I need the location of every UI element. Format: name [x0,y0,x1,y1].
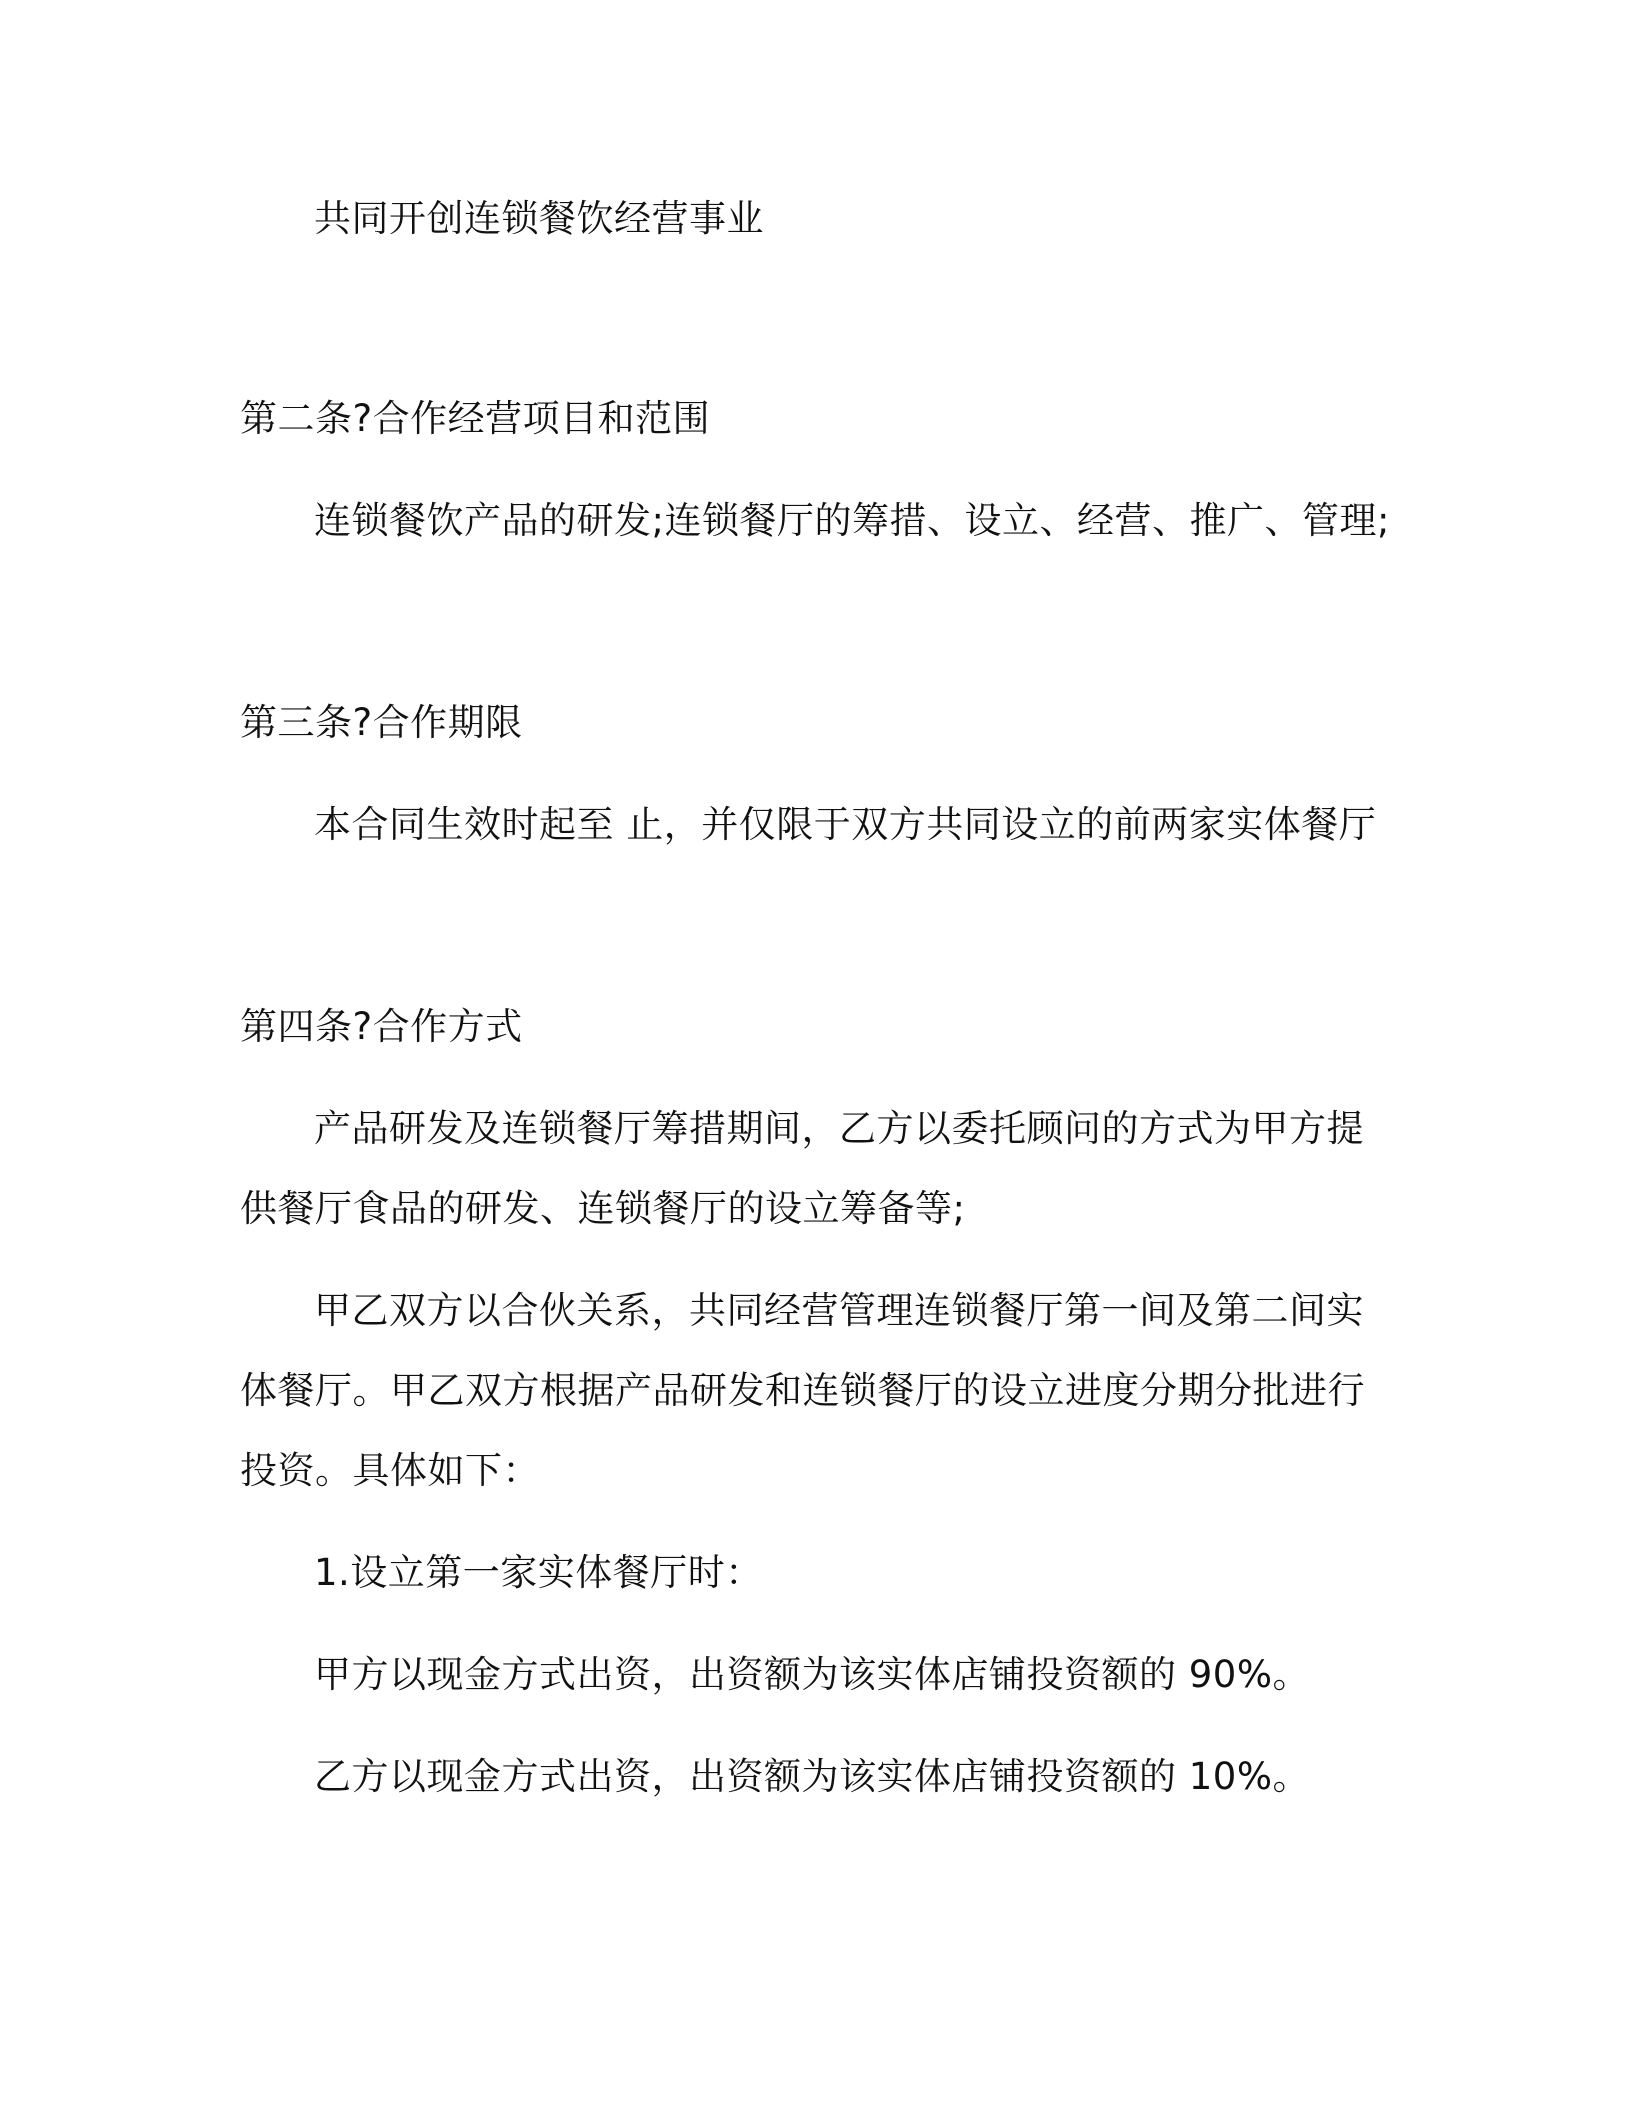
paragraph-consulting-line-1: 产品研发及连锁餐厅筹措期间，乙方以委托顾问的方式为甲方提 [314,1107,1364,1150]
paragraph-party-b-investment: 乙方以现金方式出资，出资额为该实体店铺投资额的 10%。 [314,1755,1310,1798]
paragraph-term: 本合同生效时起至 止，并仅限于双方共同设立的前两家实体餐厅 [314,803,1377,846]
paragraph-party-a-investment: 甲方以现金方式出资，出资额为该实体店铺投资额的 90%。 [314,1653,1310,1696]
paragraph-scope: 连锁餐饮产品的研发;连锁餐厅的筹措、设立、经营、推广、管理; [314,499,1390,542]
paragraph-consulting-line-2: 供餐厅食品的研发、连锁餐厅的设立筹备等; [240,1187,966,1230]
list-item-first-restaurant: 1.设立第一家实体餐厅时： [314,1551,763,1594]
intro-continuation: 共同开创连锁餐饮经营事业 [314,197,764,240]
section-heading-article-4: 第四条?合作方式 [240,1005,523,1048]
paragraph-partnership-line-3: 投资。具体如下： [240,1449,540,1492]
paragraph-partnership-line-2: 体餐厅。甲乙双方根据产品研发和连锁餐厅的设立进度分期分批进行 [240,1369,1365,1412]
section-heading-article-2: 第二条?合作经营项目和范围 [240,397,711,440]
paragraph-partnership-line-1: 甲乙双方以合伙关系，共同经营管理连锁餐厅第一间及第二间实 [314,1289,1364,1332]
section-heading-article-3: 第三条?合作期限 [240,701,523,744]
